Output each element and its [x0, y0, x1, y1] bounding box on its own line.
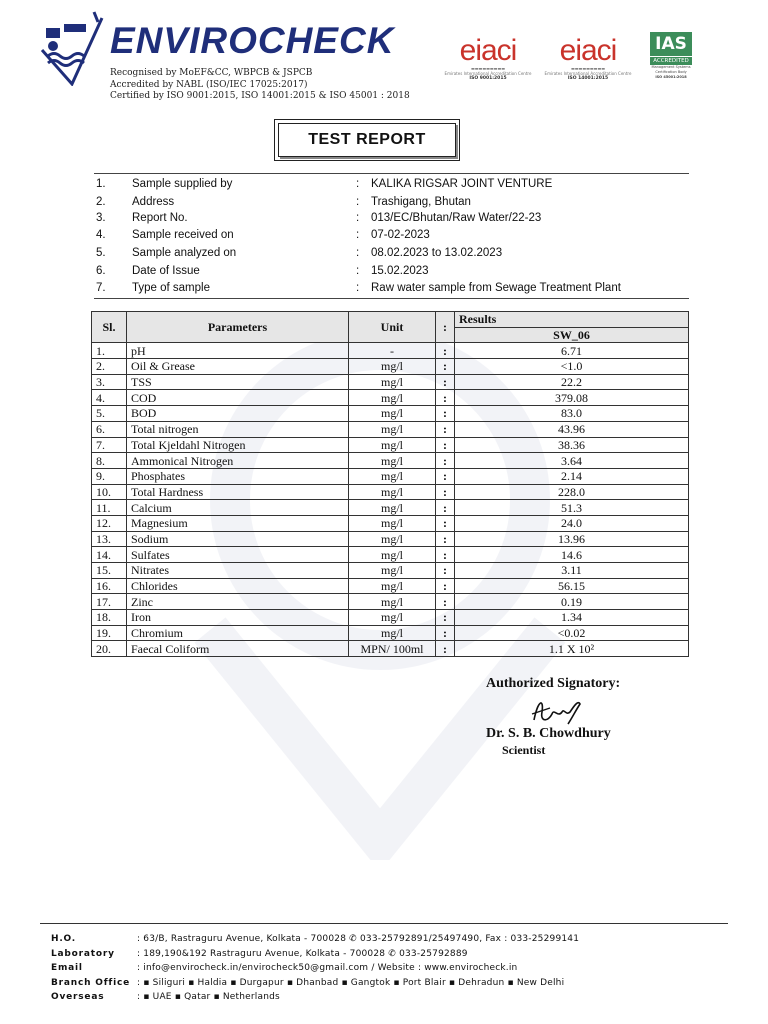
eiaci-logo-text: eiaci [459, 34, 517, 67]
cell-separator: : [436, 610, 455, 626]
cell-result: 14.6 [455, 547, 689, 563]
info-value: KALIKA RIGSAR JOINT VENTURE [371, 178, 553, 190]
footer-key: Overseas [51, 992, 105, 1003]
cell-sl: 10. [92, 484, 127, 500]
footer [51, 934, 751, 1007]
cell-separator: : [436, 531, 455, 547]
cell-parameter: Sodium [127, 531, 349, 547]
table-row [92, 437, 689, 453]
info-row [94, 263, 689, 281]
info-row [94, 194, 689, 210]
info-value: 013/EC/Bhutan/Raw Water/22-23 [371, 211, 542, 224]
cell-separator: : [436, 547, 455, 563]
footer-value: : ▪ UAE ▪ Qatar ▪ Netherlands [137, 992, 280, 1003]
cell-sl: 20. [92, 641, 127, 657]
cell-parameter: Zinc [127, 594, 349, 610]
cell-separator: : [436, 500, 455, 516]
info-row [94, 176, 689, 194]
cell-unit: MPN/ 100ml [349, 641, 436, 657]
cell-result: 3.11 [455, 563, 689, 579]
cell-sl: 4. [92, 390, 127, 406]
report-title: TEST REPORT [278, 123, 456, 157]
footer-value: : 189,190&192 Rastraguru Avenue, Kolkata - 700028 ✆ 033-25792889 [137, 948, 468, 959]
table-row [92, 453, 689, 469]
cell-parameter: COD [127, 390, 349, 406]
cell-sl: 9. [92, 468, 127, 484]
footer-divider [40, 923, 728, 924]
footer-value: : 63/B, Rastraguru Avenue, Kolkata - 700028 ✆ 033-25792891/25497490, Fax : 033-25299141 [137, 934, 580, 944]
header-sl: Sl. [92, 312, 127, 343]
cell-unit: mg/l [349, 421, 436, 437]
footer-key: Laboratory [51, 948, 115, 959]
cell-sl: 13. [92, 531, 127, 547]
table-row [92, 531, 689, 547]
cell-unit: mg/l [349, 610, 436, 626]
table-row [92, 421, 689, 437]
footer-row [51, 949, 751, 964]
info-value: 15.02.2023 [371, 264, 429, 277]
cell-result: 13.96 [455, 531, 689, 547]
cell-sl: 6. [92, 421, 127, 437]
footer-key: H.O. [51, 934, 77, 944]
cell-separator: : [436, 578, 455, 594]
cell-result: 1.1 X 10² [455, 641, 689, 657]
info-value: 08.02.2023 to 13.02.2023 [371, 247, 503, 260]
cell-separator: : [436, 641, 455, 657]
cell-sl: 8. [92, 453, 127, 469]
report-title-box [274, 119, 460, 161]
cell-unit: mg/l [349, 453, 436, 469]
cell-sl: 19. [92, 625, 127, 641]
cell-unit: mg/l [349, 515, 436, 531]
cell-separator: : [436, 437, 455, 453]
eiaci-logo-2 [544, 36, 632, 81]
accreditation-caption: ISO 14001:2015 [567, 76, 609, 81]
cell-result: 1.34 [455, 610, 689, 626]
cell-unit: mg/l [349, 547, 436, 563]
cell-unit: mg/l [349, 563, 436, 579]
info-separator: : [356, 282, 360, 295]
cell-parameter: Iron [127, 610, 349, 626]
cell-sl: 16. [92, 578, 127, 594]
credential-line: Recognised by MoEF&CC, WBPCB & JSPCB [110, 68, 313, 78]
info-number: 2. [96, 195, 106, 208]
envirocheck-logo-icon [38, 10, 106, 86]
info-row [94, 245, 689, 263]
footer-row [51, 978, 751, 993]
info-label: Sample supplied by [132, 178, 233, 190]
cell-unit: - [349, 343, 436, 359]
info-separator: : [356, 229, 360, 242]
info-number: 7. [96, 282, 106, 295]
eiaci-logo-1 [444, 36, 532, 81]
cell-sl: 2. [92, 359, 127, 375]
info-label: Address [132, 195, 175, 208]
footer-value: : info@envirocheck.in/envirocheck50@gmail.com / Website : www.envirocheck.in [137, 963, 518, 974]
info-separator: : [356, 247, 360, 260]
table-row [92, 625, 689, 641]
eiaci-logo-text: eiaci [559, 34, 617, 67]
accreditation-caption: ISO 9001:2015 [469, 76, 507, 81]
cell-parameter: Magnesium [127, 515, 349, 531]
table-header-row [92, 312, 689, 328]
header-sample-id: SW_06 [455, 327, 689, 343]
cell-unit: mg/l [349, 374, 436, 390]
cell-separator: : [436, 625, 455, 641]
info-value: 07-02-2023 [371, 229, 430, 242]
cell-result: 6.71 [455, 343, 689, 359]
cell-unit: mg/l [349, 406, 436, 422]
cell-separator: : [436, 515, 455, 531]
footer-row [51, 934, 751, 949]
cell-unit: mg/l [349, 625, 436, 641]
info-separator: : [356, 211, 360, 224]
eiaci-arabic-icon: ▬▬▬▬▬▬▬▬▬ Emirates International Accreditation Centre [444, 66, 532, 76]
cell-parameter: Phosphates [127, 468, 349, 484]
cell-unit: mg/l [349, 468, 436, 484]
cell-unit: mg/l [349, 531, 436, 547]
cell-separator: : [436, 390, 455, 406]
footer-key: Email [51, 963, 83, 974]
cell-unit: mg/l [349, 594, 436, 610]
table-row [92, 484, 689, 500]
cell-parameter: Calcium [127, 500, 349, 516]
table-row [92, 500, 689, 516]
table-row [92, 641, 689, 657]
info-row [94, 210, 689, 228]
cell-unit: mg/l [349, 390, 436, 406]
table-row [92, 610, 689, 626]
cell-result: 24.0 [455, 515, 689, 531]
table-row [92, 547, 689, 563]
cell-separator: : [436, 406, 455, 422]
ias-body-icon: Management Systems Certification Body [651, 65, 691, 74]
cell-parameter: Oil & Grease [127, 359, 349, 375]
cell-parameter: Ammonical Nitrogen [127, 453, 349, 469]
table-row [92, 563, 689, 579]
cell-parameter: Chromium [127, 625, 349, 641]
cell-separator: : [436, 563, 455, 579]
info-label: Type of sample [132, 282, 210, 295]
cell-separator: : [436, 359, 455, 375]
accreditation-caption: ISO 45001:2018 [655, 75, 687, 79]
ias-badge: ACCREDITED [650, 57, 692, 65]
cell-sl: 1. [92, 343, 127, 359]
cell-parameter: Chlorides [127, 578, 349, 594]
credentials [110, 68, 410, 103]
cell-result: 228.0 [455, 484, 689, 500]
cell-sl: 14. [92, 547, 127, 563]
info-row [94, 280, 689, 298]
cell-sl: 3. [92, 374, 127, 390]
info-label: Date of Issue [132, 264, 200, 277]
cell-parameter: Faecal Coliform [127, 641, 349, 657]
cell-separator: : [436, 594, 455, 610]
cell-separator: : [436, 468, 455, 484]
info-number: 5. [96, 247, 106, 260]
cell-parameter: BOD [127, 406, 349, 422]
signature-icon [530, 694, 586, 728]
cell-sl: 15. [92, 563, 127, 579]
sample-info-list [94, 173, 689, 299]
cell-result: 0.19 [455, 594, 689, 610]
brand-name: ENVIROCHECK [110, 20, 395, 61]
header-unit: Unit [349, 312, 436, 343]
cell-separator: : [436, 453, 455, 469]
header-separator: : [436, 312, 455, 343]
table-row [92, 578, 689, 594]
cell-result: 38.36 [455, 437, 689, 453]
header-parameters: Parameters [127, 312, 349, 343]
info-value: Trashigang, Bhutan [371, 195, 471, 208]
cell-sl: 7. [92, 437, 127, 453]
results-table [91, 311, 689, 657]
eiaci-arabic-icon: ▬▬▬▬▬▬▬▬▬ Emirates International Accreditation Centre [544, 66, 632, 76]
cell-sl: 5. [92, 406, 127, 422]
cell-separator: : [436, 343, 455, 359]
info-separator: : [356, 195, 360, 208]
info-number: 3. [96, 211, 106, 224]
cell-result: <0.02 [455, 625, 689, 641]
info-label: Sample received on [132, 229, 234, 242]
cell-result: 51.3 [455, 500, 689, 516]
table-row [92, 359, 689, 375]
ias-logo [650, 32, 692, 80]
table-row [92, 515, 689, 531]
cell-separator: : [436, 421, 455, 437]
signatory-name: Dr. S. B. Chowdhury [486, 726, 611, 741]
cell-parameter: pH [127, 343, 349, 359]
footer-key: Branch Office [51, 977, 131, 988]
cell-result: 2.14 [455, 468, 689, 484]
cell-separator: : [436, 484, 455, 500]
info-number: 6. [96, 264, 106, 277]
cell-parameter: Sulfates [127, 547, 349, 563]
cell-sl: 18. [92, 610, 127, 626]
signatory-role: Scientist [502, 743, 546, 757]
cell-result: 83.0 [455, 406, 689, 422]
cell-sl: 17. [92, 594, 127, 610]
cell-result: 22.2 [455, 374, 689, 390]
header-results: Results [455, 312, 689, 328]
cell-parameter: TSS [127, 374, 349, 390]
cell-parameter: Total Kjeldahl Nitrogen [127, 437, 349, 453]
cell-unit: mg/l [349, 578, 436, 594]
cell-parameter: Nitrates [127, 563, 349, 579]
credential-line: Accredited by NABL (ISO/IEC 17025:2017) [110, 79, 308, 90]
table-row [92, 390, 689, 406]
table-row [92, 343, 689, 359]
table-row [92, 374, 689, 390]
cell-parameter: Total Hardness [127, 484, 349, 500]
cell-unit: mg/l [349, 484, 436, 500]
info-value: Raw water sample from Sewage Treatment Plant [371, 282, 621, 295]
footer-value: : ▪ Siliguri ▪ Haldia ▪ Durgapur ▪ Dhanbad ▪ Gangtok ▪ Port Blair ▪ Dehradun ▪ New Delhi [137, 977, 565, 988]
info-number: 1. [96, 178, 106, 190]
info-separator: : [356, 264, 360, 277]
table-row [92, 594, 689, 610]
info-separator: : [356, 178, 360, 190]
cell-unit: mg/l [349, 437, 436, 453]
info-number: 4. [96, 229, 106, 242]
cell-unit: mg/l [349, 500, 436, 516]
cell-result: 56.15 [455, 578, 689, 594]
signatory-label: Authorized Signatory: [486, 676, 621, 691]
info-row [94, 227, 689, 245]
cell-result: 379.08 [455, 390, 689, 406]
cell-sl: 11. [92, 500, 127, 516]
cell-separator: : [436, 374, 455, 390]
info-label: Sample analyzed on [132, 247, 237, 260]
footer-row [51, 963, 751, 978]
cell-parameter: Total nitrogen [127, 421, 349, 437]
cell-result: 3.64 [455, 453, 689, 469]
results-table-body [92, 343, 689, 657]
ias-logo-text: IAS [650, 32, 692, 56]
credential-line: Certified by ISO 9001:2015, ISO 14001:2015 & ISO 45001 : 2018 [110, 91, 410, 101]
cell-sl: 12. [92, 515, 127, 531]
info-label: Report No. [132, 211, 188, 224]
cell-result: <1.0 [455, 359, 689, 375]
table-row [92, 406, 689, 422]
footer-row [51, 992, 751, 1007]
cell-unit: mg/l [349, 359, 436, 375]
cell-result: 43.96 [455, 421, 689, 437]
table-row [92, 468, 689, 484]
